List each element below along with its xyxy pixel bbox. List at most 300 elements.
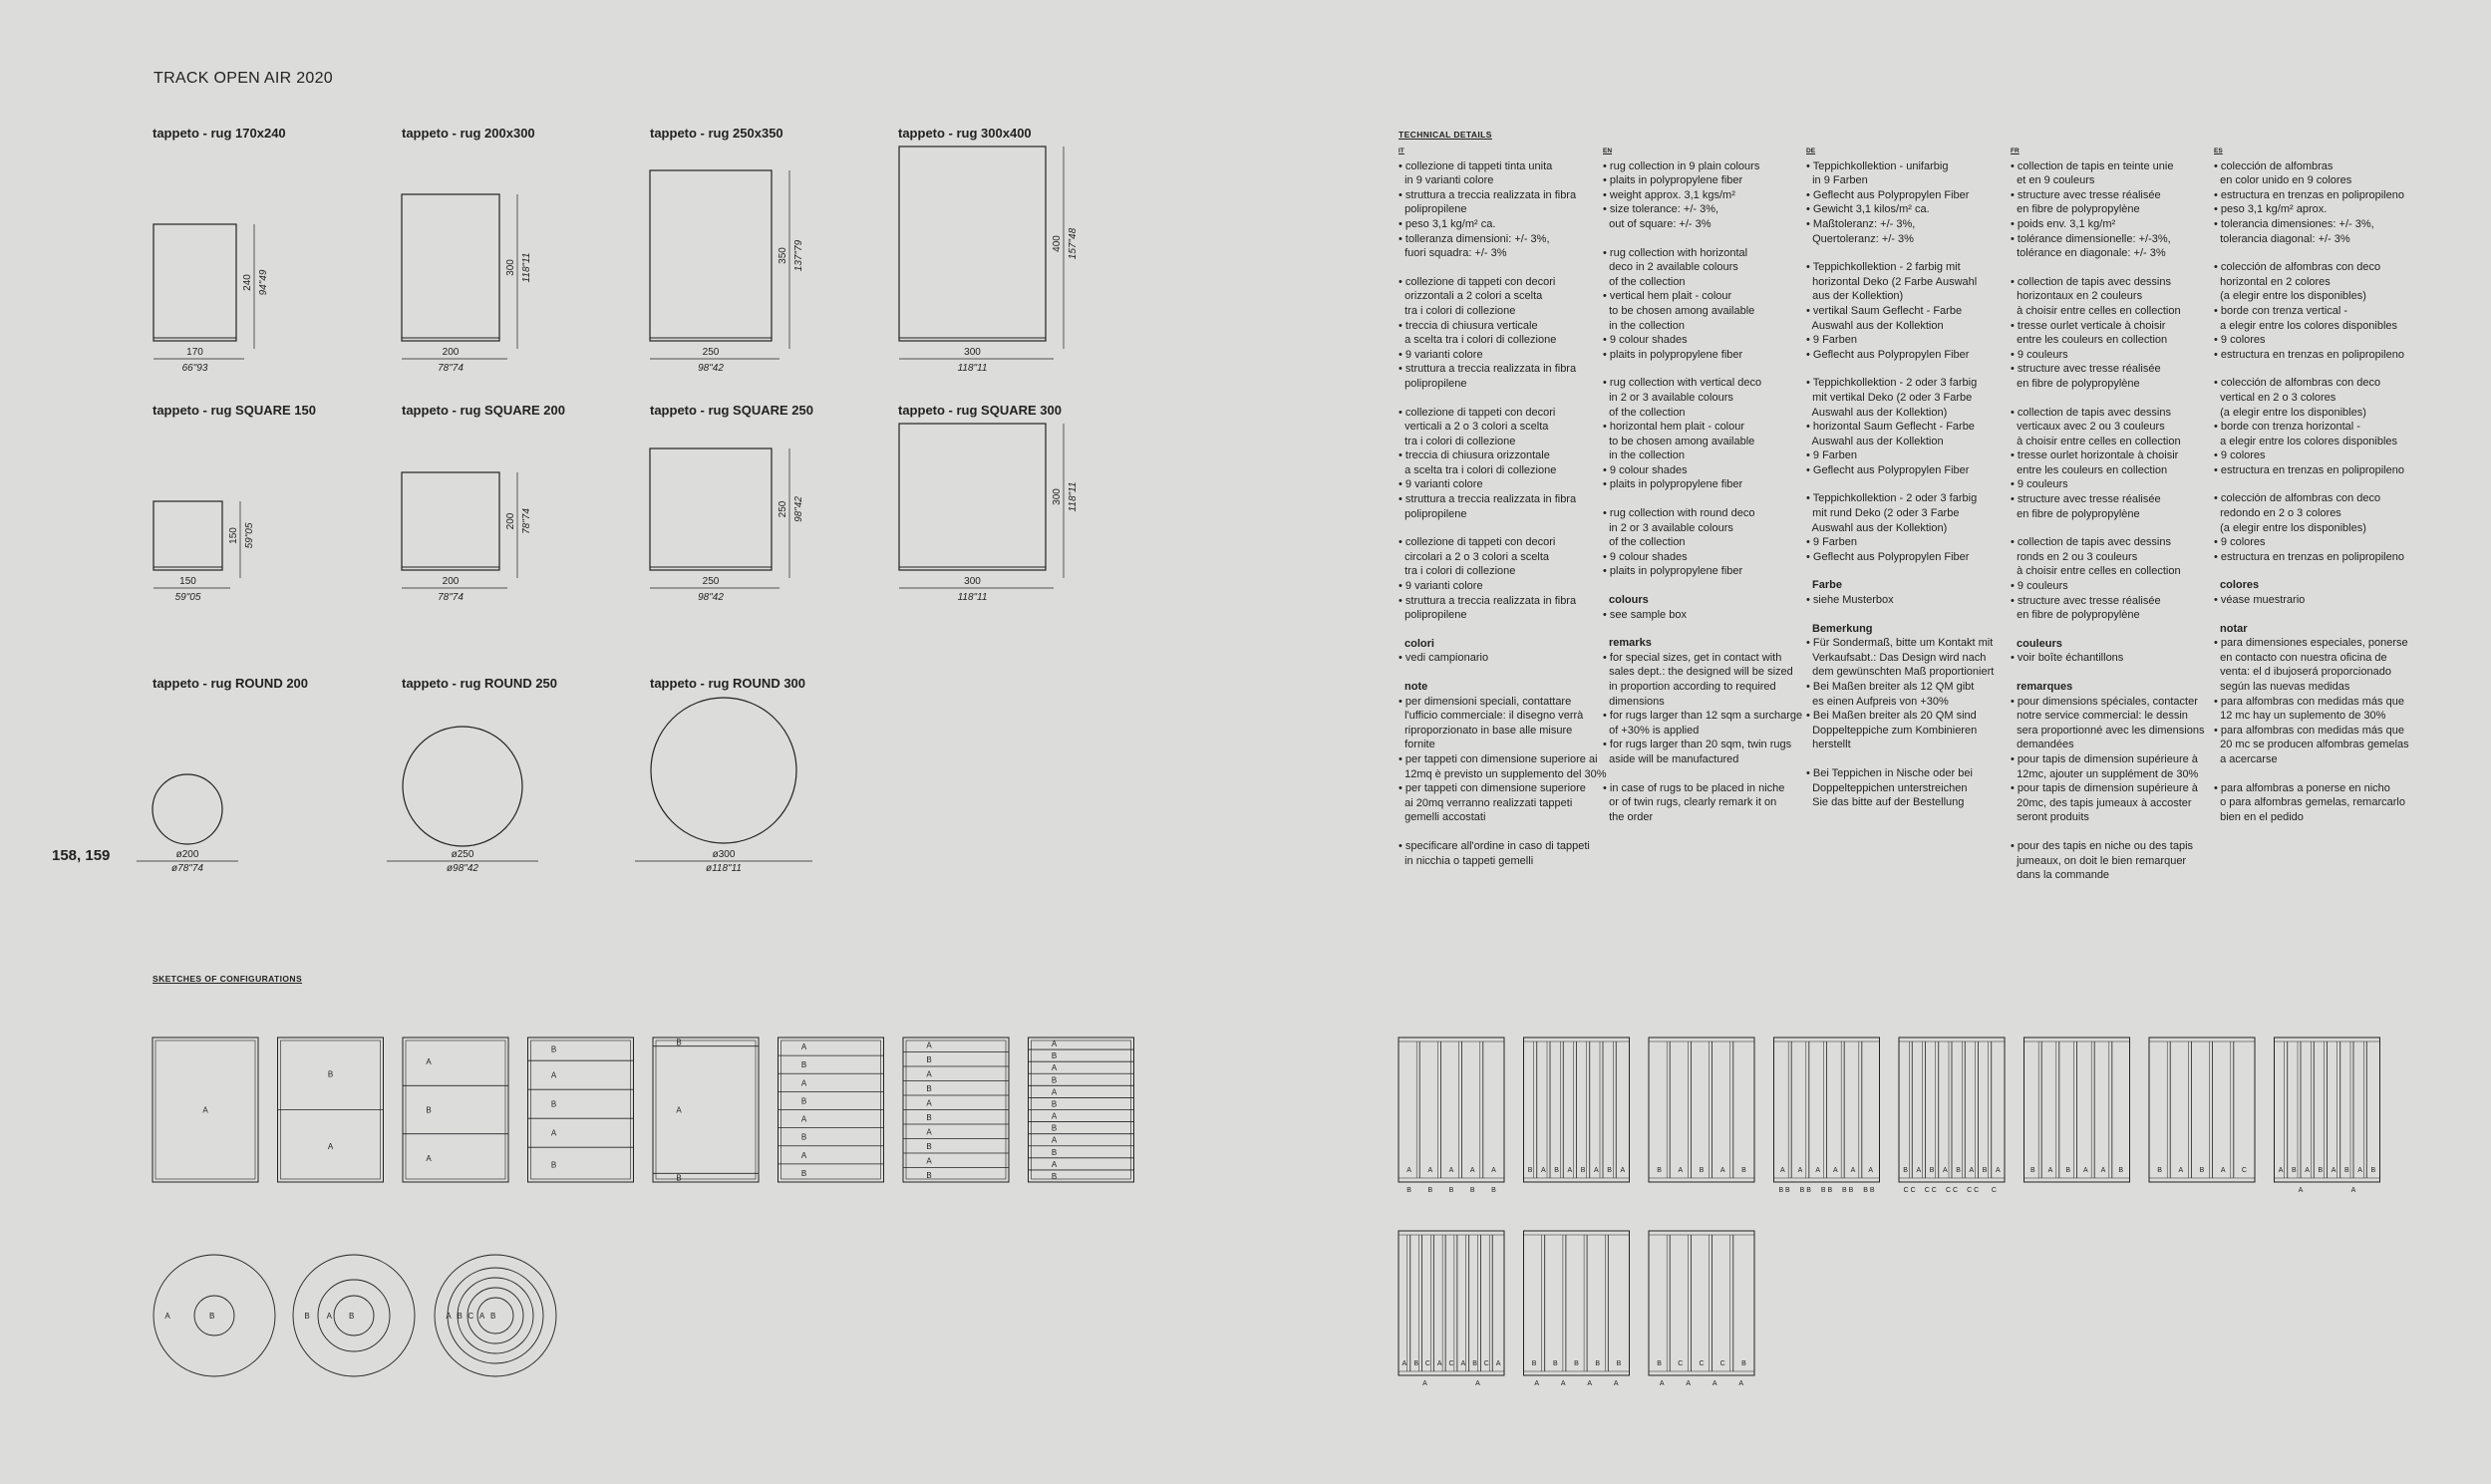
sketch-stripe-label: B bbox=[1741, 1360, 1746, 1367]
height-cm-label: 250 bbox=[778, 500, 788, 518]
rug-title: tappeto - rug SQUARE 200 bbox=[402, 403, 565, 418]
sketch-stripe-sublabel: B bbox=[1491, 1187, 1496, 1194]
sketch-stripe-label: A bbox=[1427, 1167, 1433, 1174]
sketch-stripe-label: A bbox=[1620, 1167, 1626, 1174]
tech-line: • Bei Maßen breiter als 12 QM gibt bbox=[1806, 681, 1975, 693]
sketch-stripe-label: B bbox=[2344, 1167, 2349, 1174]
width-inch-label: 98"42 bbox=[698, 592, 724, 603]
tech-line: • collection de tapis en teinte unie bbox=[2011, 159, 2174, 172]
sketch-stripe-label: A bbox=[1567, 1167, 1573, 1174]
tech-group-heading: Farbe bbox=[1812, 579, 1842, 592]
sketch-stripe-label: A bbox=[2047, 1167, 2053, 1174]
tech-group-heading: colores bbox=[2220, 579, 2260, 592]
tech-line: 12mq è previsto un supplemento del 30% bbox=[1399, 767, 1607, 780]
diameter-cm-label: ø300 bbox=[712, 849, 736, 860]
sketch-stripe-label: B bbox=[1527, 1167, 1533, 1174]
tech-line: • poids env. 3,1 kg/m² bbox=[2011, 217, 2116, 230]
sketch-stripe-sublabel: B bbox=[1448, 1187, 1454, 1194]
tech-group-heading: remarks bbox=[1609, 637, 1652, 650]
tech-line: seront produits bbox=[2011, 811, 2089, 824]
tech-line: • per dimensioni speciali, contattare bbox=[1399, 695, 1572, 708]
sketch-band-label: B bbox=[550, 1160, 557, 1170]
sketch-stripe-label: A bbox=[1406, 1167, 1411, 1174]
sketch-stripe-sublabel: B B bbox=[1863, 1187, 1875, 1194]
tech-line: of +30% is applied bbox=[1603, 724, 1700, 737]
tech-line: • tolerancia dimensiones: +/- 3%, bbox=[2214, 217, 2374, 230]
tech-line: • Bei Maßen breiter als 20 QM sind bbox=[1806, 710, 1977, 723]
sketch-stripe-label: A bbox=[2278, 1167, 2284, 1174]
tech-line: verticaux avec 2 ou 3 couleurs bbox=[2011, 421, 2165, 434]
width-cm-label: 300 bbox=[964, 576, 981, 587]
sketch-round-label: B bbox=[489, 1312, 496, 1321]
tech-line: • estructura en trenzas en polipropileno bbox=[2214, 348, 2404, 361]
tech-line: • borde con trenza vertical - bbox=[2214, 304, 2348, 317]
tech-line: • Teppichkollektion - 2 oder 3 farbig bbox=[1806, 377, 1978, 390]
sketch-round-label: A bbox=[326, 1312, 332, 1321]
tech-line: polipropilene bbox=[1399, 377, 1467, 390]
tech-line: tra i colori di collezione bbox=[1399, 565, 1516, 578]
tech-line: 20mc, des tapis jumeaux à accoster bbox=[2011, 796, 2192, 809]
sketch-stripe-label: A bbox=[1815, 1167, 1821, 1174]
sketch-stripe-label: A bbox=[1969, 1167, 1975, 1174]
sketch-stripe-label: B bbox=[1657, 1360, 1662, 1367]
sketch-stripe-sublabel: A bbox=[1659, 1380, 1665, 1387]
tech-line: et en 9 couleurs bbox=[2011, 174, 2095, 187]
tech-group-heading: colours bbox=[1609, 594, 1649, 607]
sketch-stripe-label: A bbox=[1448, 1167, 1454, 1174]
height-cm-label: 150 bbox=[228, 527, 239, 544]
tech-line: • horizontal Saum Geflecht - Farbe bbox=[1806, 421, 1975, 434]
tech-line: • estructura en trenzas en polipropileno bbox=[2214, 188, 2404, 201]
sketch-band-label: A bbox=[926, 1156, 932, 1166]
sketch-band-label: A bbox=[550, 1070, 557, 1080]
tech-line: jumeaux, on doit le bien remarquer bbox=[2011, 854, 2187, 867]
sketch-stripe-label: A bbox=[2331, 1167, 2336, 1174]
tech-line: • plaits in polypropylene fiber bbox=[1603, 348, 1743, 361]
tech-line: • struttura a treccia realizzata in fibra bbox=[1399, 493, 1577, 506]
height-inch-label: 59"05 bbox=[244, 522, 255, 549]
tech-line: • treccia di chiusura orizzontale bbox=[1399, 449, 1550, 462]
sketch-stripe-sublabel: A bbox=[1587, 1380, 1593, 1387]
rug-title: tappeto - rug ROUND 250 bbox=[402, 676, 558, 691]
tech-line: 20 mc se producen alfombras gemelas bbox=[2214, 739, 2409, 751]
tech-line: • collection de tapis avec dessins bbox=[2011, 275, 2171, 288]
tech-line: • tresse ourlet horizontale à choisir bbox=[2011, 449, 2179, 462]
height-inch-label: 118"11 bbox=[1068, 481, 1079, 512]
tech-line: tolérance en diagonale: +/- 3% bbox=[2011, 247, 2166, 260]
sketch-stripe-sublabel: B B bbox=[1799, 1187, 1811, 1194]
page-numbers: 158, 159 bbox=[52, 847, 111, 864]
sketch-stripe-label: C bbox=[1448, 1360, 1454, 1367]
tech-group-heading: remarques bbox=[2017, 681, 2073, 693]
tech-line: • colección de alfombras con deco bbox=[2214, 377, 2381, 390]
sketch-stripe-sublabel: A bbox=[1613, 1380, 1619, 1387]
tech-line: • peso 3,1 kg/m² ca. bbox=[1399, 217, 1496, 230]
tech-line: en color unido en 9 colores bbox=[2214, 174, 2352, 187]
tech-line: • vertical hem plait - colour bbox=[1603, 290, 1732, 303]
sketch-band-label: B bbox=[676, 1173, 682, 1183]
sketch-stripe-label: B bbox=[2318, 1167, 2324, 1174]
width-inch-label: 78"74 bbox=[438, 592, 464, 603]
height-cm-label: 200 bbox=[505, 512, 516, 530]
rug-square-outline bbox=[650, 448, 772, 570]
tech-line: mit vertikal Deko (2 oder 3 Farbe bbox=[1806, 391, 1973, 404]
tech-line: l'ufficio commerciale: il disegno verrà bbox=[1399, 710, 1584, 723]
sketch-band-label: A bbox=[426, 1153, 432, 1163]
tech-line: tra i colori di collezione bbox=[1399, 304, 1516, 317]
tech-line: • structure avec tresse réalisée bbox=[2011, 594, 2161, 607]
tech-line: or of twin rugs, clearly remark it on bbox=[1603, 796, 1777, 809]
sketch-stripe-sublabel: A bbox=[1738, 1380, 1744, 1387]
tech-group-heading: notar bbox=[2220, 622, 2248, 635]
tech-line: in 9 Farben bbox=[1806, 174, 1868, 187]
rug-title: tappeto - rug ROUND 300 bbox=[650, 676, 806, 691]
tech-line: sera proportionné avec les dimensions bbox=[2011, 724, 2205, 737]
tech-language-label: FR bbox=[2011, 148, 2020, 154]
sketch-stripe-sublabel: B B bbox=[1778, 1187, 1790, 1194]
tech-line: • Bei Teppichen in Nische oder bei bbox=[1806, 766, 1973, 779]
tech-line: • para dimensiones especiales, ponerse bbox=[2214, 637, 2408, 650]
tech-line: • estructura en trenzas en polipropileno bbox=[2214, 550, 2404, 563]
tech-line: horizontal Deko (2 Farbe Auswahl bbox=[1806, 275, 1978, 288]
sketch-stripe-label: C bbox=[1678, 1360, 1684, 1367]
tech-line: • size tolerance: +/- 3%, bbox=[1603, 203, 1719, 216]
tech-language-label: IT bbox=[1399, 148, 1404, 154]
tech-line: • horizontal hem plait - colour bbox=[1603, 421, 1745, 434]
tech-line: en contacto con nuestra oficina de bbox=[2214, 651, 2387, 664]
sketch-stripe-label: B bbox=[1552, 1360, 1558, 1367]
sketch-stripe-label: B bbox=[2029, 1167, 2035, 1174]
sketch-round-label: B bbox=[304, 1312, 310, 1321]
sketch-stripe-sublabel: C C bbox=[1924, 1187, 1937, 1194]
sketch-stripe-sublabel: A bbox=[1475, 1380, 1480, 1387]
tech-line: circolari a 2 o 3 colori a scelta bbox=[1399, 550, 1550, 563]
sketch-round-label: B bbox=[457, 1312, 463, 1321]
tech-line: • pour tapis de dimension supérieure à bbox=[2011, 782, 2198, 795]
sketch-band-label: B bbox=[1051, 1171, 1058, 1181]
sketch-stripe-label: A bbox=[1797, 1167, 1803, 1174]
tech-group-heading: colori bbox=[1404, 637, 1434, 650]
sketch-band-label: B bbox=[800, 1096, 807, 1106]
tech-line: • rug collection with horizontal bbox=[1603, 246, 1748, 259]
sketch-band-label: A bbox=[1051, 1159, 1058, 1169]
tech-line: • pour tapis de dimension supérieure à bbox=[2011, 752, 2198, 765]
tech-line: in 2 or 3 available colours bbox=[1603, 521, 1733, 534]
tech-line: • structure avec tresse réalisée bbox=[2011, 363, 2161, 376]
tech-line: horizontal en 2 colores bbox=[2214, 275, 2331, 288]
sketch-round-label: B bbox=[348, 1312, 355, 1321]
tech-line: • structure avec tresse réalisée bbox=[2011, 188, 2161, 201]
rug-title: tappeto - rug 200x300 bbox=[402, 126, 535, 141]
rug-rect-outline bbox=[154, 224, 236, 341]
rug-title: tappeto - rug 300x400 bbox=[898, 126, 1032, 141]
tech-line: deco in 2 available colours bbox=[1603, 261, 1738, 274]
tech-line: Sie das bitte auf der Bestellung bbox=[1806, 796, 1965, 809]
sketch-band-label: A bbox=[1051, 1039, 1058, 1049]
tech-line: • collection de tapis avec dessins bbox=[2011, 406, 2171, 419]
sketch-stripe-sublabel: C bbox=[1991, 1187, 1997, 1194]
sketch-stripe-label: C bbox=[1483, 1360, 1489, 1367]
sketch-band-label: B bbox=[926, 1170, 932, 1180]
sketch-stripe-sublabel: A bbox=[1422, 1380, 1427, 1387]
diameter-cm-label: ø250 bbox=[451, 849, 474, 860]
tech-line: en fibre de polypropylène bbox=[2011, 203, 2140, 216]
sketch-band-label: B bbox=[550, 1044, 557, 1054]
sketch-band-label: B bbox=[1051, 1123, 1058, 1133]
tech-line: • per tappeti con dimensione superiore ai bbox=[1399, 752, 1598, 765]
tech-line: • rug collection in 9 plain colours bbox=[1603, 159, 1760, 172]
tech-line: • 9 colour shades bbox=[1603, 334, 1688, 347]
height-cm-label: 240 bbox=[242, 274, 253, 291]
tech-line: • para alfombras con medidas más que bbox=[2214, 695, 2404, 708]
sketch-band-label: B bbox=[550, 1099, 557, 1109]
rug-title: tappeto - rug ROUND 200 bbox=[153, 676, 309, 691]
height-inch-label: 78"74 bbox=[521, 508, 532, 534]
rug-square-outline bbox=[899, 424, 1046, 570]
sketch-stripe-sublabel: B B bbox=[1842, 1187, 1854, 1194]
tech-line: • 9 colores bbox=[2214, 449, 2266, 462]
sketch-stripe-label: B bbox=[1657, 1167, 1662, 1174]
tech-line: • estructura en trenzas en polipropileno bbox=[2214, 463, 2404, 476]
sketch-stripe-label: A bbox=[1495, 1360, 1501, 1367]
sketch-stripe-outline bbox=[1399, 1038, 1504, 1182]
tech-line: • Teppichkollektion - unifarbig bbox=[1806, 159, 1949, 172]
sketch-stripe-outline bbox=[1649, 1231, 1754, 1375]
tech-line: • para alfombras con medidas más que bbox=[2214, 724, 2404, 737]
tech-line: (a elegir entre los disponibles) bbox=[2214, 406, 2366, 419]
tech-line: • Geflecht aus Polypropylen Fiber bbox=[1806, 550, 1970, 563]
tech-line: Verkaufsabt.: Das Design wird nach bbox=[1806, 651, 1987, 664]
diameter-inch-label: ø98"42 bbox=[447, 863, 478, 874]
sketch-band-label: B bbox=[1051, 1099, 1058, 1109]
tech-line: • pour des tapis en niche ou des tapis bbox=[2011, 839, 2194, 852]
tech-line: fuori squadra: +/- 3% bbox=[1399, 247, 1507, 260]
sketch-stripe-label: A bbox=[2082, 1167, 2088, 1174]
sketch-stripe-label: A bbox=[1916, 1167, 1922, 1174]
technical-details-title: TECHNICAL DETAILS bbox=[1399, 130, 1492, 140]
sketch-stripe-outline bbox=[1399, 1231, 1504, 1375]
tech-line: en fibre de polypropylène bbox=[2011, 377, 2140, 390]
width-inch-label: 59"05 bbox=[174, 592, 201, 603]
sketch-stripe-sublabel: A bbox=[1560, 1380, 1566, 1387]
tech-line: • para alfombras a ponerse en nicho bbox=[2214, 781, 2390, 794]
sketch-stripe-label: B bbox=[1982, 1167, 1988, 1174]
sketch-band-label: B bbox=[1051, 1075, 1058, 1085]
tech-line: (a elegir entre los disponibles) bbox=[2214, 521, 2366, 534]
sketch-rect-inner bbox=[406, 1040, 505, 1179]
sketch-stripe-label: B bbox=[1531, 1360, 1537, 1367]
tech-line: • colección de alfombras con deco bbox=[2214, 492, 2381, 505]
rug-square-outline bbox=[402, 472, 499, 570]
tech-line: dimensions bbox=[1603, 695, 1665, 708]
tech-line: of the collection bbox=[1603, 536, 1686, 549]
sketch-band-label: A bbox=[926, 1098, 932, 1108]
sketch-band-label: A bbox=[926, 1040, 932, 1050]
sketch-stripe-label: A bbox=[2100, 1167, 2106, 1174]
sketch-round-label: A bbox=[446, 1312, 452, 1321]
diameter-inch-label: ø78"74 bbox=[171, 863, 203, 874]
tech-line: in nicchia o tappeti gemelli bbox=[1399, 854, 1534, 867]
sketch-rect-outline bbox=[653, 1038, 759, 1182]
rug-title: tappeto - rug SQUARE 300 bbox=[898, 403, 1062, 418]
sketch-stripe-sublabel: A bbox=[1686, 1380, 1692, 1387]
sketch-stripe-sublabel: C C bbox=[1967, 1187, 1980, 1194]
sketch-band-label: B bbox=[800, 1132, 807, 1142]
sketch-stripe-label: C bbox=[2241, 1167, 2247, 1174]
tech-language-label: ES bbox=[2214, 148, 2223, 154]
sketch-band-label: B bbox=[1051, 1051, 1058, 1061]
tech-line: • for rugs larger than 12 sqm a surcharge bbox=[1603, 710, 1803, 723]
tech-line: 12mc, ajouter un supplément de 30% bbox=[2011, 767, 2199, 780]
tech-line: • 9 colores bbox=[2214, 334, 2266, 347]
tech-line: • per tappeti con dimensione superiore bbox=[1399, 782, 1586, 795]
tech-line: en fibre de polypropylène bbox=[2011, 507, 2140, 520]
tech-group-heading: Bemerkung bbox=[1812, 622, 1873, 635]
tech-line: • tolleranza dimensioni: +/- 3%, bbox=[1399, 232, 1550, 245]
width-cm-label: 250 bbox=[702, 576, 720, 587]
tech-line: es einen Aufpreis von +30% bbox=[1806, 695, 1949, 708]
tech-line: notre service commercial: le dessin bbox=[2011, 710, 2188, 723]
sketch-stripe-outline bbox=[1524, 1231, 1630, 1375]
tech-line: of the collection bbox=[1603, 406, 1686, 419]
sketch-stripe-outline bbox=[2149, 1038, 2255, 1182]
tech-line: à choisir entre celles en collection bbox=[2011, 565, 2181, 578]
tech-line: • collezione di tappeti con decori bbox=[1399, 406, 1556, 419]
tech-line: • plaits in polypropylene fiber bbox=[1603, 565, 1743, 578]
sketch-stripe-label: B bbox=[1413, 1360, 1419, 1367]
tech-line: polipropilene bbox=[1399, 203, 1467, 216]
tech-line: à choisir entre celles en collection bbox=[2011, 304, 2181, 317]
sketch-stripe-label: B bbox=[1554, 1167, 1559, 1174]
tech-line: polipropilene bbox=[1399, 609, 1467, 622]
tech-line: Doppelteppiche zum Kombinieren bbox=[1806, 724, 1978, 737]
tech-line: • Teppichkollektion - 2 oder 3 farbig bbox=[1806, 492, 1978, 505]
tech-line: • 9 Farben bbox=[1806, 449, 1857, 462]
tech-line: • 9 Farben bbox=[1806, 536, 1857, 549]
rug-rect-outline bbox=[899, 147, 1046, 341]
tech-line: entre les couleurs en collection bbox=[2011, 334, 2168, 347]
sketch-rect-outline bbox=[403, 1038, 508, 1182]
sketch-band-label: B bbox=[676, 1038, 682, 1047]
tech-line: Auswahl aus der Kollektion bbox=[1806, 319, 1944, 332]
sketch-band-label: A bbox=[800, 1042, 807, 1052]
sketch-band-label: A bbox=[800, 1078, 807, 1088]
tech-group-heading: note bbox=[1404, 681, 1428, 693]
sketch-stripe-label: A bbox=[2178, 1167, 2184, 1174]
height-cm-label: 350 bbox=[778, 247, 788, 264]
rug-title: tappeto - rug SQUARE 250 bbox=[650, 403, 813, 418]
tech-line: • tresse ourlet verticale à choisir bbox=[2011, 319, 2166, 332]
tech-line: • 9 varianti colore bbox=[1399, 478, 1483, 491]
sketch-band-label: A bbox=[676, 1105, 682, 1115]
tech-line: • 9 couleurs bbox=[2011, 580, 2068, 593]
tech-line: to be chosen among available bbox=[1603, 304, 1755, 317]
sketch-stripe-label: B bbox=[2157, 1167, 2162, 1174]
tech-line: • plaits in polypropylene fiber bbox=[1603, 174, 1743, 187]
tech-line: • colección de alfombras con deco bbox=[2214, 261, 2381, 274]
sketch-round-label: B bbox=[208, 1312, 215, 1321]
width-cm-label: 300 bbox=[964, 347, 981, 358]
sketch-stripe-label: B bbox=[1607, 1167, 1612, 1174]
sketch-stripe-label: A bbox=[1678, 1167, 1684, 1174]
rug-title: tappeto - rug 250x350 bbox=[650, 126, 783, 141]
sketch-stripe-label: A bbox=[2220, 1167, 2226, 1174]
tech-line: • struttura a treccia realizzata in fibra bbox=[1399, 594, 1577, 607]
tech-line: • plaits in polypropylene fiber bbox=[1603, 478, 1743, 491]
sketch-stripe-sublabel: A bbox=[1534, 1380, 1540, 1387]
tech-line: demandées bbox=[2011, 739, 2074, 751]
height-inch-label: 98"42 bbox=[793, 496, 804, 522]
rug-title: tappeto - rug SQUARE 150 bbox=[153, 403, 316, 418]
tech-line: • rug collection with vertical deco bbox=[1603, 377, 1762, 390]
sketch-round-label: C bbox=[467, 1312, 474, 1321]
tech-line: • weight approx. 3,1 kgs/m² bbox=[1603, 188, 1735, 201]
tech-line: • Für Sondermaß, bitte um Kontakt mit bbox=[1806, 637, 1994, 650]
tech-line: • 9 Farben bbox=[1806, 334, 1857, 347]
sketch-band-label: B bbox=[926, 1141, 932, 1151]
tech-line: • structure avec tresse réalisée bbox=[2011, 493, 2161, 506]
tech-line: in proportion according to required bbox=[1603, 681, 1776, 693]
width-cm-label: 150 bbox=[179, 576, 196, 587]
tech-line: tolerancia diagonal: +/- 3% bbox=[2214, 232, 2350, 245]
tech-line: Auswahl aus der Kollektion) bbox=[1806, 406, 1948, 419]
tech-language-label: DE bbox=[1806, 148, 1816, 154]
height-cm-label: 300 bbox=[1052, 488, 1063, 505]
tech-line: out of square: +/- 3% bbox=[1603, 217, 1712, 230]
sketch-stripe-label: A bbox=[1996, 1167, 2001, 1174]
sketch-stripe-label: C bbox=[1424, 1360, 1430, 1367]
sketch-rect-inner bbox=[656, 1040, 756, 1179]
tech-line: • tolérance dimensionelle: +/-3%, bbox=[2011, 232, 2171, 245]
tech-line: • Teppichkollektion - 2 farbig mit bbox=[1806, 261, 1961, 274]
tech-language-label: EN bbox=[1603, 148, 1613, 154]
sketch-stripe-label: B bbox=[2199, 1167, 2205, 1174]
rug-square-outline bbox=[154, 501, 222, 570]
sketch-stripe-label: A bbox=[1469, 1167, 1475, 1174]
tech-line: dem gewünschten Maß proportioniert bbox=[1806, 666, 1995, 679]
rug-rect-outline bbox=[402, 194, 499, 341]
width-inch-label: 98"42 bbox=[698, 363, 724, 374]
tech-line: • specificare all'ordine in caso di tappeti bbox=[1399, 839, 1590, 852]
sketch-band-label: A bbox=[1051, 1063, 1058, 1073]
tech-line: • peso 3,1 kg/m² aprox. bbox=[2214, 203, 2328, 216]
width-inch-label: 78"74 bbox=[438, 363, 464, 374]
width-inch-label: 118"11 bbox=[957, 363, 988, 374]
tech-line: in the collection bbox=[1603, 319, 1685, 332]
tech-line: Doppelteppichen unterstreichen bbox=[1806, 781, 1968, 794]
sketch-band-label: B bbox=[800, 1060, 807, 1070]
sketch-stripe-label: B bbox=[1574, 1360, 1579, 1367]
sketch-stripe-label: B bbox=[2118, 1167, 2124, 1174]
tech-line: • treccia di chiusura verticale bbox=[1399, 319, 1538, 332]
tech-line: riproporzionato in base alle misure bbox=[1399, 724, 1573, 737]
tech-line: • voir boîte échantillons bbox=[2011, 652, 2124, 665]
tech-line: en fibre de polypropylène bbox=[2011, 609, 2140, 622]
sketch-round-label: A bbox=[478, 1312, 485, 1321]
sketch-stripe-label: A bbox=[1779, 1167, 1785, 1174]
tech-group-heading: couleurs bbox=[2017, 637, 2062, 650]
tech-line: • collezione di tappeti con decori bbox=[1399, 275, 1556, 288]
tech-line: bien en el pedido bbox=[2214, 810, 2304, 823]
sketch-stripe-label: B bbox=[1595, 1360, 1601, 1367]
width-cm-label: 200 bbox=[442, 576, 460, 587]
sketch-band-label: B bbox=[327, 1069, 334, 1079]
sketch-band-label: A bbox=[327, 1141, 334, 1151]
tech-line: redondo en 2 o 3 colores bbox=[2214, 507, 2341, 520]
sketch-band-label: A bbox=[800, 1114, 807, 1124]
sketch-stripe-sublabel: C C bbox=[1903, 1187, 1916, 1194]
tech-line: • see sample box bbox=[1603, 608, 1687, 621]
